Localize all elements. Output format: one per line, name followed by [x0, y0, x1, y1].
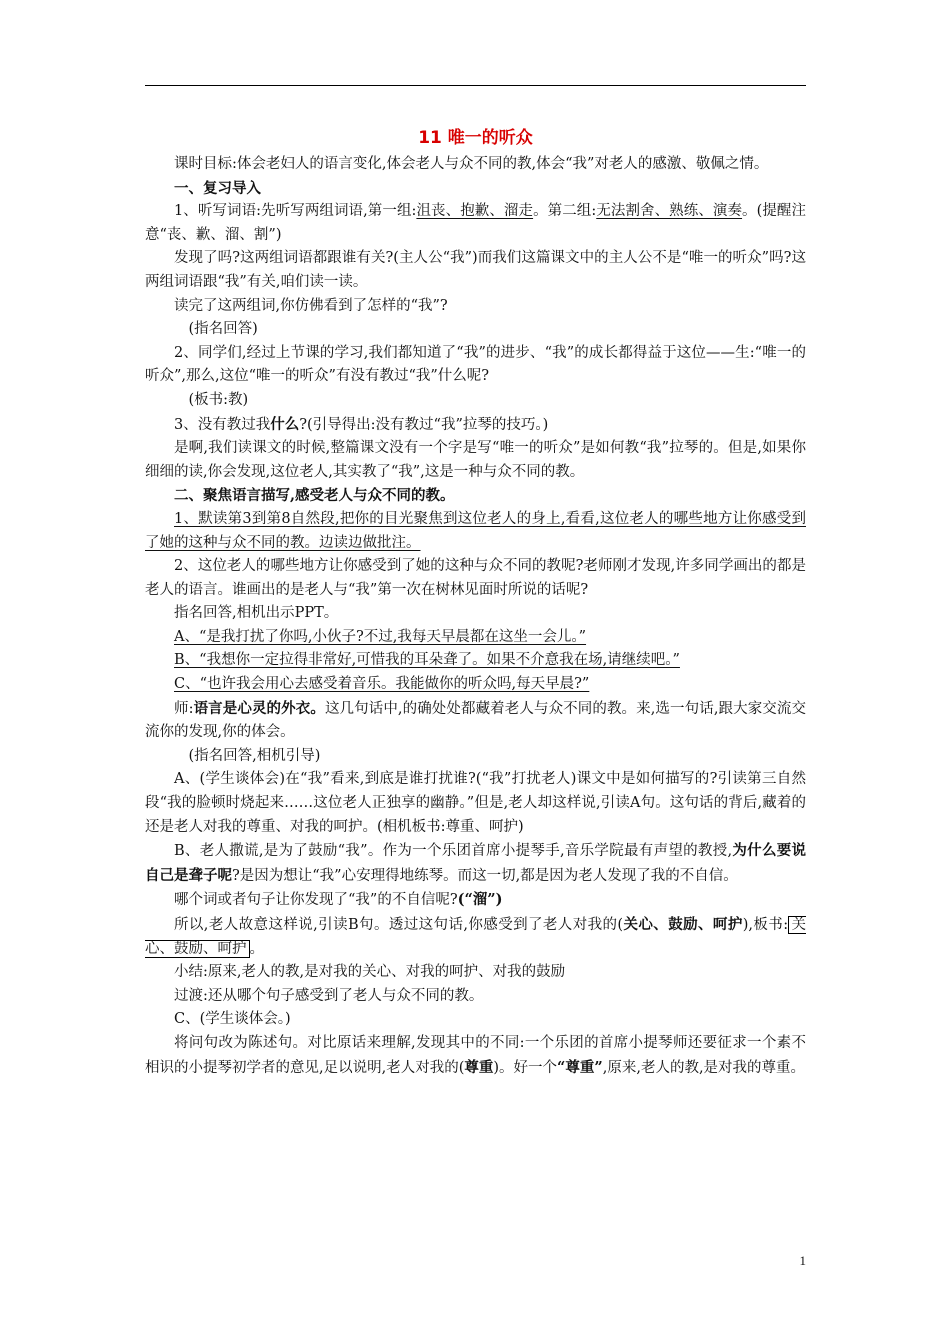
page-number: 1: [799, 1253, 806, 1268]
page-title: 11 唯一的听众: [418, 128, 533, 148]
underlined-words: 沮丧、抱歉、溜走: [416, 203, 534, 220]
paragraph: A、(学生谈体会)在“我”看来,到底是谁打扰谁?(“我”打扰老人)课文中是如何描写的?引读第三自然段“我的脸顿时烧起来……这位老人正独享的幽静。”但是,老人却这样说,引读A句。这句话的背后,藏着的还是老人对我的尊重、对我的呵护。(相机板书:尊重、呵护): [145, 771, 806, 835]
paragraph: 过渡:还从哪个句子感受到了老人与众不同的教。: [174, 987, 484, 1004]
paragraph: 师:语言是心灵的外衣。这几句话中,的确处处都藏着老人与众不同的教。来,选一句话,跟大家交流交流你的发现,你的体会。: [145, 699, 806, 741]
paragraph: B、老人撒谎,是为了鼓励“我”。作为一个乐团首席小提琴手,音乐学院最有声望的教授,为什么要说自己是聋子呢?是因为想让“我”心安理得地练琴。而这一切,都是因为老人发现了我的不自信。: [145, 842, 807, 884]
paragraph: 所以,老人故意这样说,引读B句。透过这句话,你感受到了老人对我的(关心、鼓励、呵护),板书: 关心、鼓励、呵护 。: [145, 916, 807, 957]
quote-c: C、“也许我会用心去感受着音乐。我能做你的听众吗,每天早晨?”: [174, 676, 590, 693]
paragraph: 1、默读第3到第8自然段,把你的目光聚焦到这位老人的身上,看看,这位老人的哪些地方让你感受到了她的这种与众不同的教。边读边做批注。: [145, 510, 806, 551]
paragraph: 哪个词或者句子让你发现了“我”的不自信呢?(“溜”): [174, 891, 503, 909]
board-note-box: 关心、鼓励、呵护: [145, 917, 807, 957]
paragraph: 将问句改为陈述句。对比原话来理解,发现其中的不同:一个乐团的首席小提琴师还要征求一个素不相识的小提琴初学者的意见,足以说明,老人对我的(尊重)。好一个“尊重”,原来,老人的教,是对我的尊重。: [145, 1034, 806, 1076]
paragraph: 发现了吗?这两组词语都跟谁有关?(主人公“我”)而我们这篇课文中的主人公不是“唯一的听众”吗?这两组词语跟“我”有关,咱们读一读。: [145, 250, 806, 290]
section-heading-2: 二、聚焦语言描写,感受老人与众不同的教。: [174, 487, 455, 505]
quote-a: A、“是我打扰了你吗,小伙子?不过,我每天早晨都在这坐一会儿。”: [174, 628, 587, 645]
paragraph: 小结:原来,老人的教,是对我的关心、对我的呵护、对我的鼓励: [174, 964, 566, 981]
paragraph: C、(学生谈体会。): [174, 1011, 291, 1028]
lesson-goal: 课时目标:体会老妇人的语言变化,体会老人与众不同的教,体会“我”对老人的感激、敬佩之情。: [174, 156, 769, 172]
paragraph: 读完了这两组词,你仿佛看到了怎样的“我”?: [174, 297, 448, 314]
quote-b: B、“我想你一定拉得非常好,可惜我的耳朵聋了。如果不介意我在场,请继续吧。”: [174, 652, 680, 669]
underlined-words: 无法割舍、熟练、演奏: [596, 203, 743, 220]
paragraph: 2、同学们,经过上节课的学习,我们都知道了“我”的进步、“我”的成长都得益于这位——生:“唯一的听众”,那么,这位“唯一的听众”有没有教过“我”什么呢?: [145, 344, 806, 385]
paragraph: (指名回答): [188, 321, 258, 338]
section-heading-1: 一、复习导入: [174, 179, 261, 197]
paragraph: 1、听写词语:先听写两组词语,第一组:沮丧、抱歉、溜走。第二组:无法割舍、熟练、演奏。(提醒注意“丧、歉、溜、割”): [145, 203, 806, 243]
paragraph: 3、没有教过我什么?(引导得出:没有教过“我”拉琴的技巧。): [174, 415, 549, 433]
paragraph: 指名回答,相机出示PPT。: [174, 605, 339, 622]
header-rule: [145, 85, 806, 86]
paragraph: (指名回答,相机引导): [188, 747, 321, 764]
document-body: [145, 126, 806, 1080]
paragraph: 2、这位老人的哪些地方让你感受到了她的这种与众不同的教呢?老师刚才发现,许多同学画出的都是老人的语言。谁画出的是老人与“我”第一次在树林见面时所说的话呢?: [145, 558, 806, 598]
paragraph: (板书:教): [188, 391, 249, 408]
paragraph: 是啊,我们读课文的时候,整篇课文没有一个字是写“唯一的听众”是如何教“我”拉琴的。但是,如果你细细的读,你会发现,这位老人,其实教了“我”,这是一种与众不同的教。: [145, 440, 806, 480]
